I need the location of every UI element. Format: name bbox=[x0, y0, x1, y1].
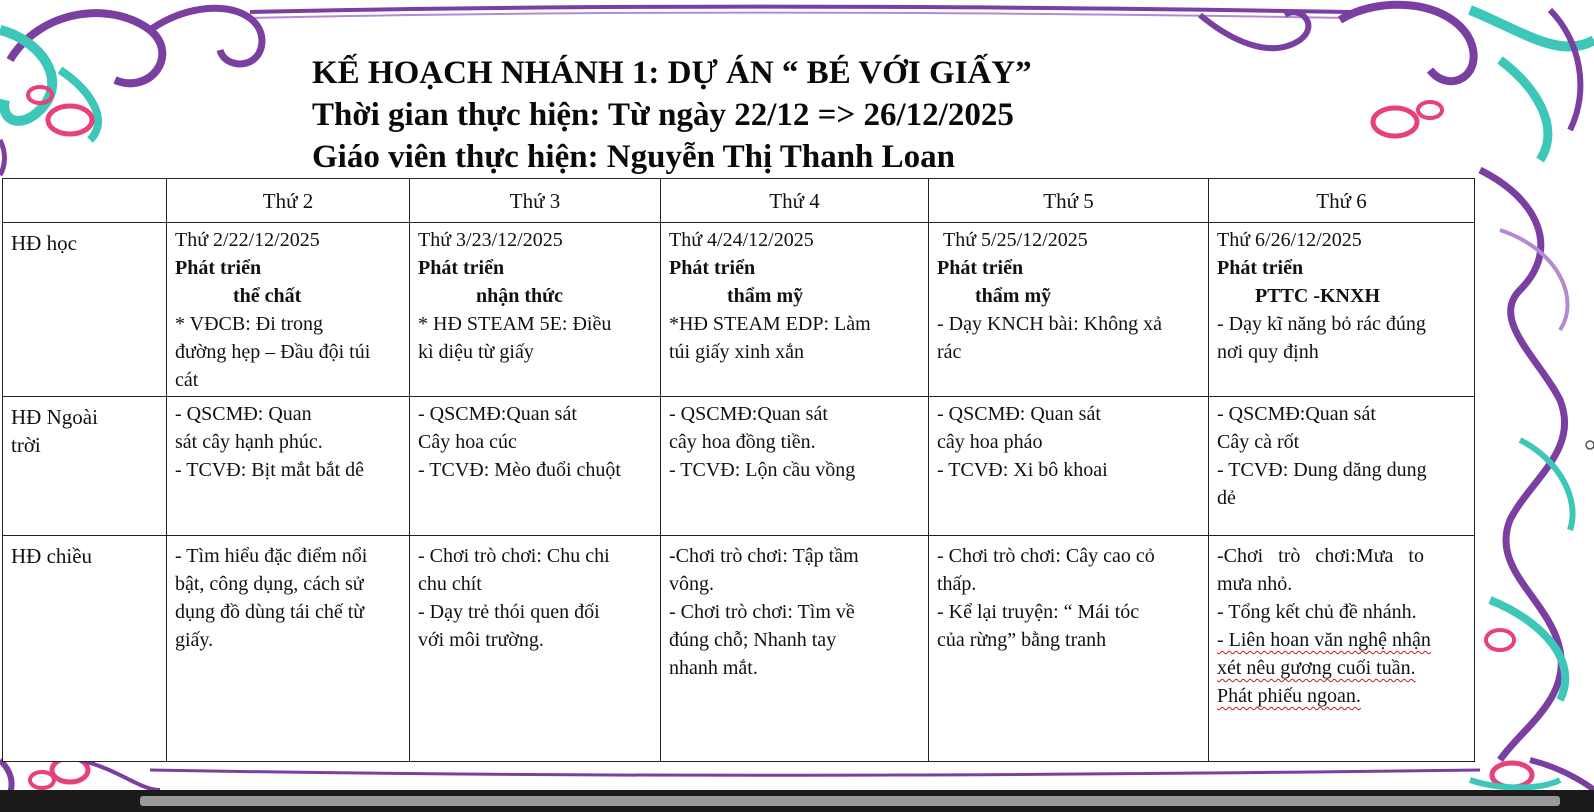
cell-hoc-tue: Thứ 3/23/12/2025 Phát triển nhận thức * HĐ STEAM 5E: Điều kì diệu từ giấy bbox=[410, 223, 661, 397]
corner-ornament-top-right bbox=[1200, 5, 1594, 160]
title-block bbox=[312, 52, 1212, 178]
cell-ngoai-tue: - QSCMĐ:Quan sát Cây hoa cúc - TCVĐ: Mèo đuổi chuột bbox=[410, 397, 661, 536]
cell-hoc-thu: Thứ 5/25/12/2025 Phát triển thẩm mỹ - Dạy KNCH bài: Không xả rác bbox=[929, 223, 1209, 397]
cell-chieu-tue: - Chơi trò chơi: Chu chi chu chít - Dạy trẻ thói quen đối với môi trường. bbox=[410, 536, 661, 762]
row-label-ngoai-troi: HĐ Ngoài trời bbox=[3, 397, 167, 536]
right-side-vine bbox=[1480, 170, 1573, 760]
header-row bbox=[3, 179, 1475, 223]
row-label-hoc: HĐ học bbox=[3, 223, 167, 397]
cell-chieu-wed: -Chơi trò chơi: Tập tầm vông. - Chơi trò chơi: Tìm về đúng chỗ; Nhanh tay nhanh mắt. bbox=[661, 536, 929, 762]
horizontal-scrollbar[interactable] bbox=[0, 790, 1594, 812]
cell-ngoai-thu: - QSCMĐ: Quan sát cây hoa pháo - TCVĐ: Xi bô khoai bbox=[929, 397, 1209, 536]
header-tue: Thứ 3 bbox=[410, 179, 661, 223]
header-wed: Thứ 4 bbox=[661, 179, 929, 223]
plan-title: KẾ HOẠCH NHÁNH 1: DỰ ÁN “ BÉ VỚI GIẤY” bbox=[312, 55, 1032, 91]
cell-ngoai-mon: - QSCMĐ: Quan sát cây hạnh phúc. - TCVĐ: Bịt mắt bắt dê bbox=[167, 397, 410, 536]
plan-teacher: Giáo viên thực hiện: Nguyễn Thị Thanh Loan bbox=[312, 139, 956, 175]
row-hd-hoc bbox=[3, 223, 1475, 397]
cell-ngoai-wed: - QSCMĐ:Quan sát cây hoa đồng tiền. - TCVĐ: Lộn cầu vồng bbox=[661, 397, 929, 536]
header-thu: Thứ 5 bbox=[929, 179, 1209, 223]
corner-ornament-bottom-right bbox=[1470, 760, 1594, 790]
corner-ornament-top-left bbox=[0, 8, 262, 175]
plan-duration: Thời gian thực hiện: Từ ngày 22/12 => 26/12/2025 bbox=[312, 97, 1014, 133]
scrollbar-thumb[interactable] bbox=[140, 796, 1560, 806]
cell-hoc-wed: Thứ 4/24/12/2025 Phát triển thẩm mỹ *HĐ STEAM EDP: Làm túi giấy xinh xắn bbox=[661, 223, 929, 397]
row-hd-ngoai-troi bbox=[3, 397, 1475, 536]
header-mon: Thứ 2 bbox=[167, 179, 410, 223]
margin-circle-icon bbox=[1586, 441, 1594, 449]
cell-ngoai-fri: - QSCMĐ:Quan sát Cây cà rốt - TCVĐ: Dung dăng dung dẻ bbox=[1209, 397, 1475, 536]
header-fri: Thứ 6 bbox=[1209, 179, 1475, 223]
cell-hoc-fri: Thứ 6/26/12/2025 Phát triển PTTC -KNXH - Dạy kĩ năng bỏ rác đúng nơi quy định bbox=[1209, 223, 1475, 397]
row-label-chieu: HĐ chiều bbox=[3, 536, 167, 762]
weekly-plan-table bbox=[2, 178, 1475, 762]
cell-hoc-mon: Thứ 2/22/12/2025 Phát triển thể chất * VĐCB: Đi trong đường hẹp – Đầu đội túi cát bbox=[167, 223, 410, 397]
cell-chieu-fri: -Chơi trò chơi:Mưa to mưa nhỏ. - Tổng kết chủ đề nhánh. - Liên hoan văn nghệ nhận xét nêu gương cuối tuần. Phát phiếu ngoan. bbox=[1209, 536, 1475, 762]
cell-chieu-thu: - Chơi trò chơi: Cây cao cỏ thấp. - Kể lại truyện: “ Mái tóc của rừng” bằng tranh bbox=[929, 536, 1209, 762]
cell-chieu-mon: - Tìm hiểu đặc điểm nổi bật, công dụng, cách sử dụng đồ dùng tái chế từ giấy. bbox=[167, 536, 410, 762]
row-hd-chieu bbox=[3, 536, 1475, 762]
header-blank bbox=[3, 179, 167, 223]
